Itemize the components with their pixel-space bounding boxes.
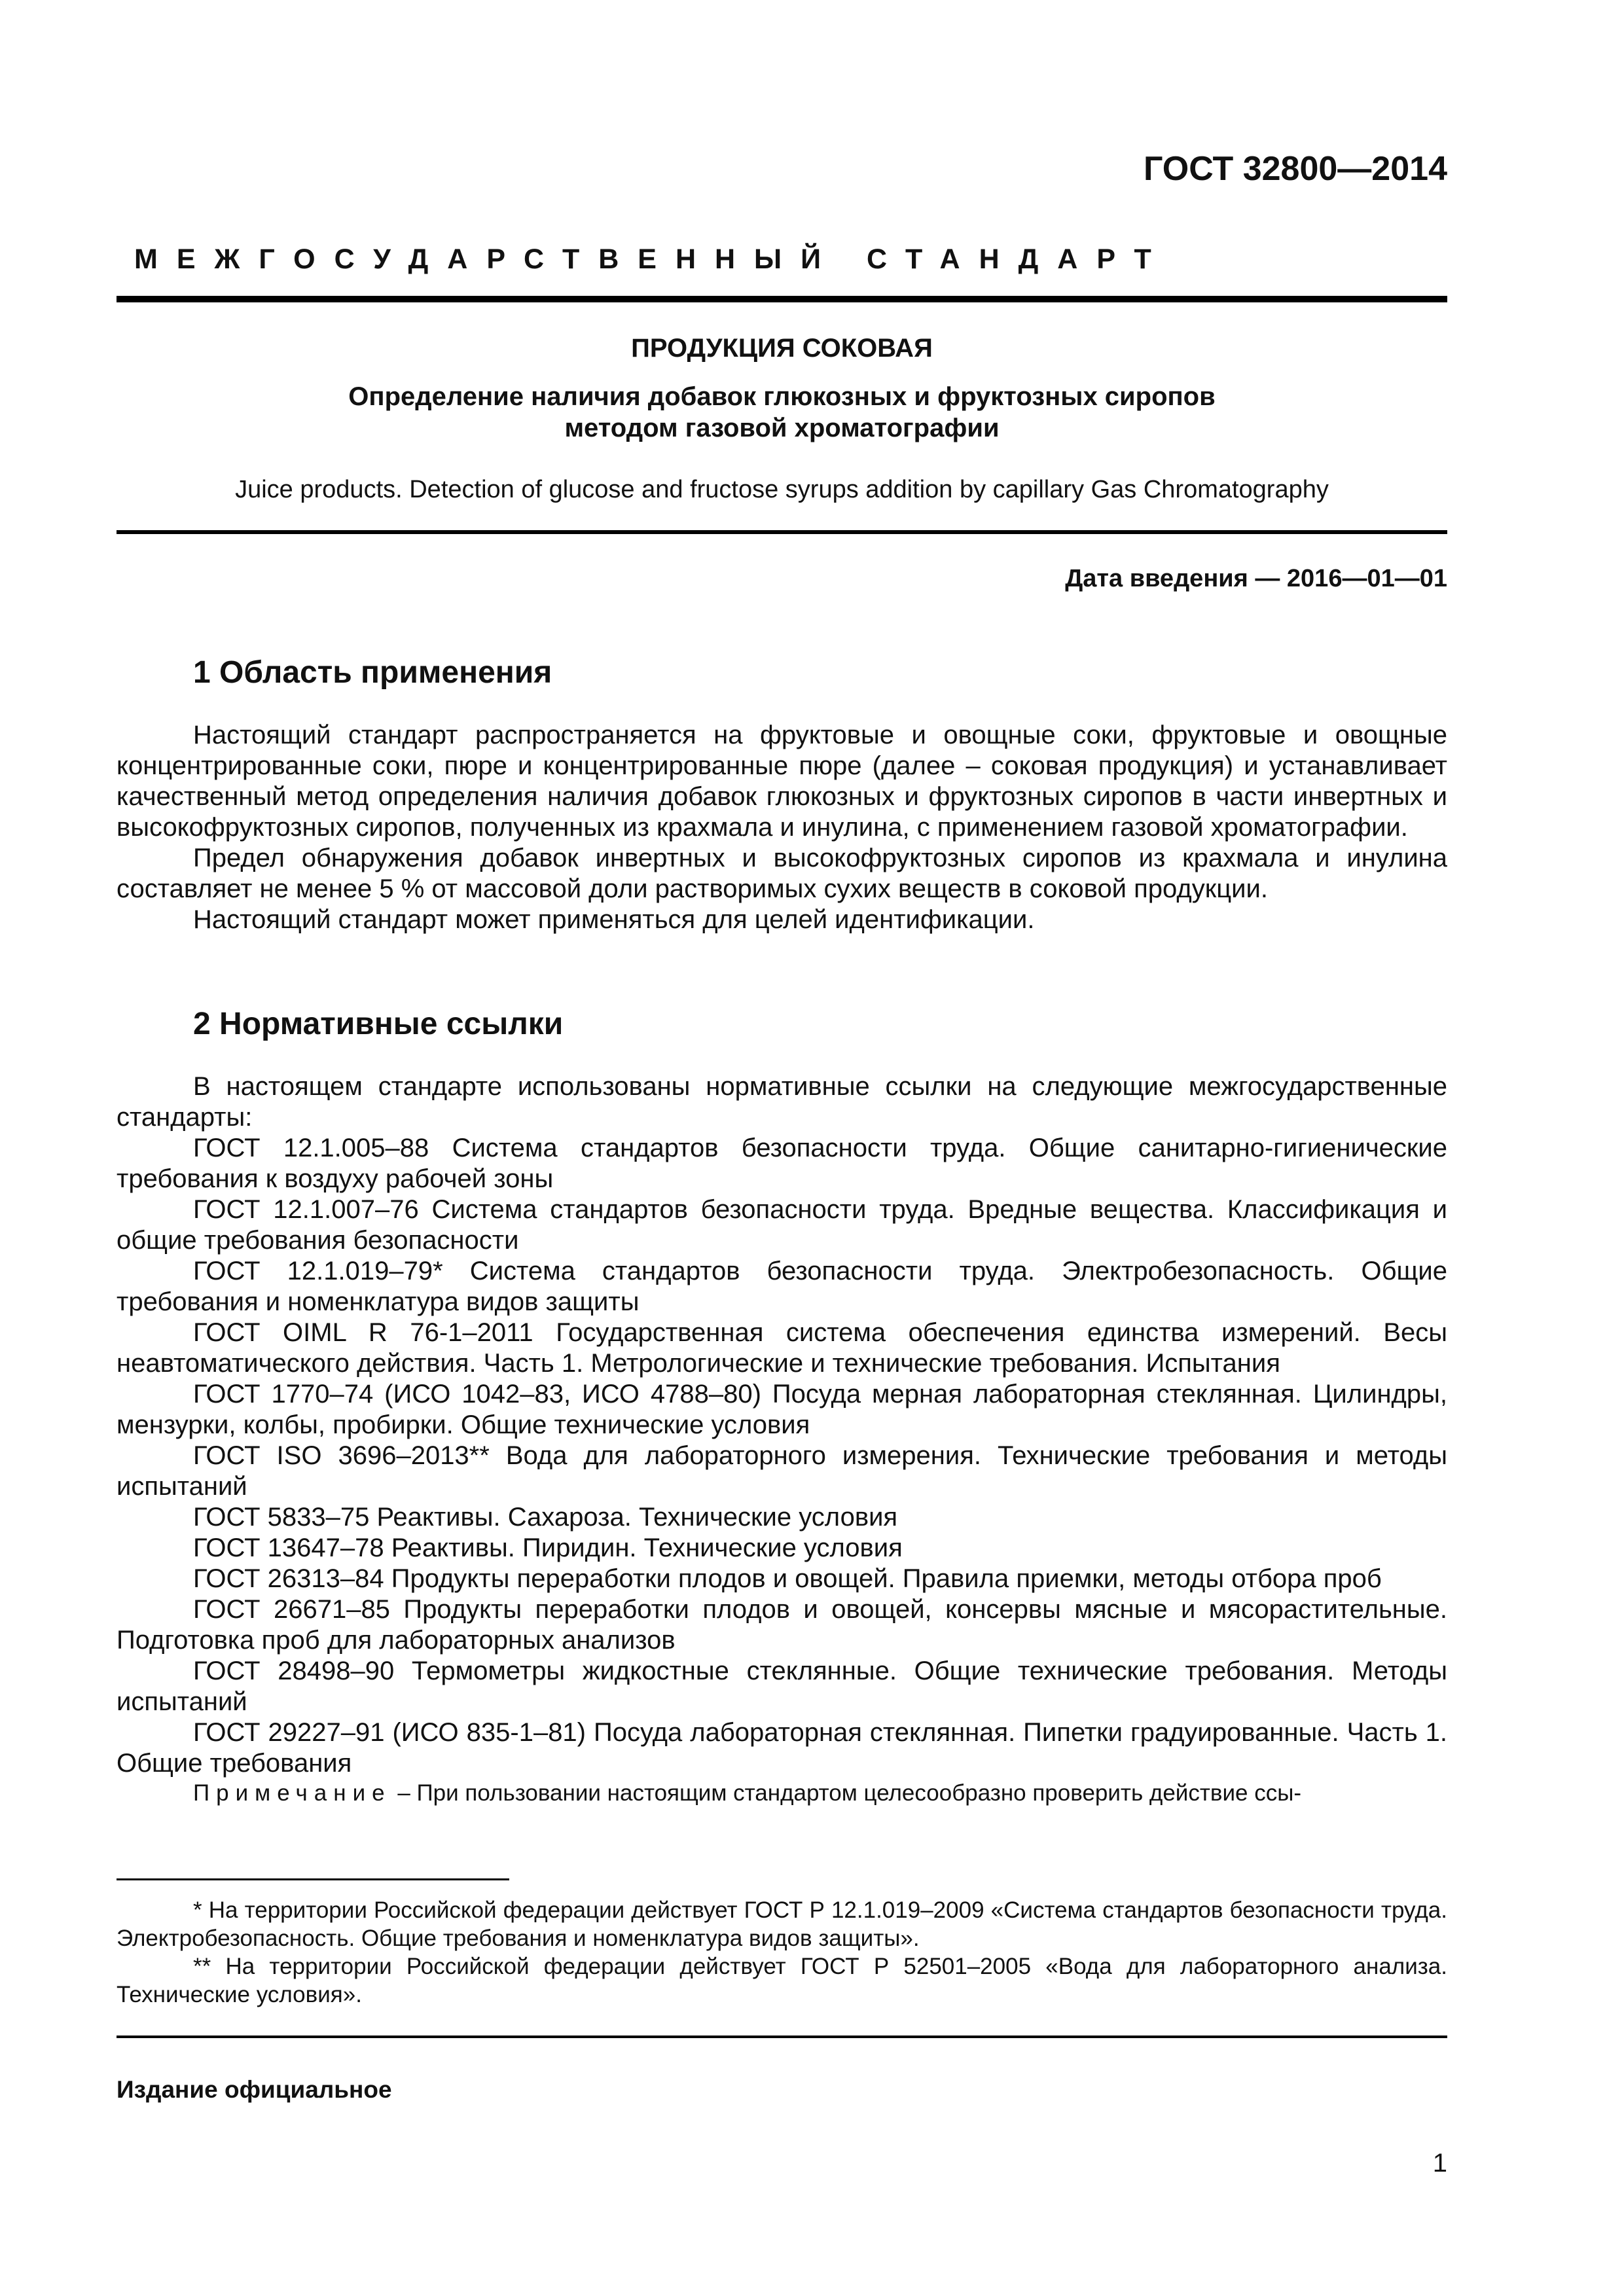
reference-item: ГОСТ 5833–75 Реактивы. Сахароза. Технические условия (193, 1503, 898, 1532)
note-label: Примечание (193, 1780, 391, 1806)
footer-rule (117, 2036, 1447, 2038)
reference-item: ГОСТ 13647–78 Реактивы. Пиридин. Технические условия (193, 1534, 903, 1562)
paragraph: Предел обнаружения добавок инвертных и высокофруктозных сиропов из крахмала и инулина составляет не менее 5 % от массовой доли растворимых сухих веществ в соковой продукции. (117, 844, 1447, 903)
header-rule (117, 296, 1447, 302)
section-2-heading: 2 Нормативные ссылки (193, 1007, 564, 1041)
document-title: ПРОДУКЦИЯ СОКОВАЯ (631, 334, 933, 363)
reference-item: ГОСТ 26313–84 Продукты переработки плодов и овощей. Правила приемки, методы отбора проб (193, 1564, 1382, 1593)
footnote: * На территории Российской федерации действует ГОСТ Р 12.1.019–2009 «Система стандартов безопасности труда. Электробезопасность. Общие требования и номенклатура видов защиты». (117, 1897, 1447, 1951)
reference-item: ГОСТ ISO 3696–2013** Вода для лабораторного измерения. Технические требования и методы испытаний (117, 1441, 1447, 1501)
reference-item: ГОСТ 29227–91 (ИСО 835-1–81) Посуда лабораторная стеклянная. Пипетки градуированные. Часть 1. Общие требования (117, 1718, 1447, 1778)
footnotes (117, 1896, 1447, 2009)
official-edition-label: Издание официальное (117, 2076, 392, 2103)
footnote-separator (117, 1878, 509, 1880)
title-rule (117, 530, 1447, 534)
reference-item: ГОСТ 12.1.007–76 Система стандартов безопасности труда. Вредные вещества. Классификация и общие требования безопасности (117, 1195, 1447, 1255)
section-2-body (117, 1071, 1447, 1808)
interstate-standard-banner: МЕЖГОСУДАРСТВЕННЫЙ СТАНДАРТ (134, 243, 1170, 275)
introduction-date: Дата введения — 2016—01—01 (1065, 565, 1447, 592)
document-subtitle-line-1: Определение наличия добавок глюкозных и фруктозных сиропов (348, 382, 1216, 411)
reference-item: ГОСТ 1770–74 (ИСО 1042–83, ИСО 4788–80) Посуда мерная лабораторная стеклянная. Цилиндры, мензурки, колбы, пробирки. Общие технические условия (117, 1380, 1447, 1439)
paragraph: Настоящий стандарт может применяться для целей идентификации. (193, 905, 1035, 934)
reference-item: ГОСТ 12.1.005–88 Система стандартов безопасности труда. Общие санитарно-гигиенические требования к воздуху рабочей зоны (117, 1134, 1447, 1193)
page-number: 1 (1432, 2149, 1447, 2178)
reference-item: ГОСТ OIML R 76-1–2011 Государственная система обеспечения единства измерений. Весы неавтоматического действия. Часть 1. Метрологические и технические требования. Испытания (117, 1318, 1447, 1378)
note (117, 1779, 1447, 1808)
reference-item: ГОСТ 12.1.019–79* Система стандартов безопасности труда. Электробезопасность. Общие требования и номенклатура видов защиты (117, 1257, 1447, 1316)
section-1-heading: 1 Область применения (193, 655, 552, 690)
document-subtitle-line-2: методом газовой хроматографии (564, 414, 1000, 442)
reference-item: ГОСТ 26671–85 Продукты переработки плодов и овощей, консервы мясные и мясорастительные. Подготовка проб для лабораторных анализов (117, 1595, 1447, 1655)
english-title: Juice products. Detection of glucose and fructose syrups addition by capillary Gas Chromatography (235, 476, 1329, 503)
footnote: ** На территории Российской федерации действует ГОСТ Р 52501–2005 «Вода для лабораторного анализа. Технические условия». (117, 1954, 1447, 2007)
paragraph: Настоящий стандарт распространяется на фруктовые и овощные соки, фруктовые и овощные концентрированные соки, пюре и концентрированные пюре (далее – соковая продукция) и устанавливает качественный метод определения наличия добавок глюкозных и фруктозных сиропов в части инвертных и высокофруктозных сиропов, полученных из крахмала и инулина, с применением газовой хроматографии. (117, 721, 1447, 842)
note-text: – При пользовании настоящим стандартом целесообразно проверить действие ссы- (391, 1780, 1302, 1806)
reference-item: ГОСТ 28498–90 Термометры жидкостные стеклянные. Общие технические требования. Методы испытаний (117, 1657, 1447, 1716)
section-1-body (117, 720, 1447, 935)
paragraph: В настоящем стандарте использованы нормативные ссылки на следующие межгосударственные стандарты: (117, 1072, 1447, 1132)
document-number: ГОСТ 32800—2014 (1144, 150, 1447, 188)
